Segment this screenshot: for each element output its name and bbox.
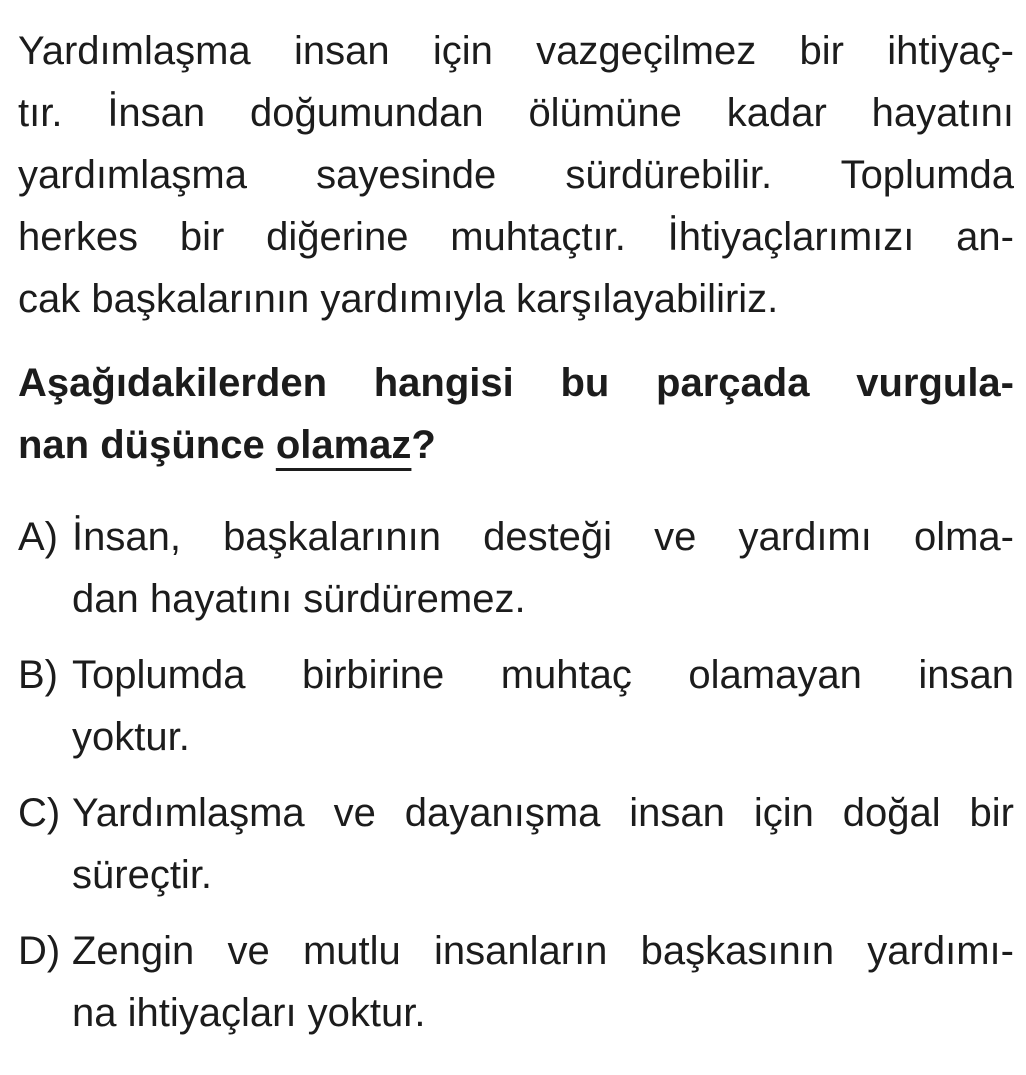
option-letter: B) bbox=[18, 653, 58, 697]
option-d[interactable] bbox=[18, 920, 1014, 1044]
passage-line: herkes bir diğerine muhtaçtır. İhtiyaçlarımızı an- bbox=[18, 215, 1014, 259]
question-line: Aşağıdakilerden hangisi bu parçada vurgula- bbox=[18, 361, 1014, 405]
answer-options bbox=[18, 506, 1014, 1044]
option-text: dan hayatını sürdüremez. bbox=[72, 577, 526, 621]
option-text: Yardımlaşma ve dayanışma insan için doğal bir bbox=[72, 791, 1014, 835]
passage-line: cak başkalarının yardımıyla karşılayabiliriz. bbox=[18, 277, 779, 321]
option-c[interactable] bbox=[18, 782, 1014, 906]
option-text: süreçtir. bbox=[72, 853, 213, 897]
negative-keyword: olamaz bbox=[275, 423, 412, 467]
option-text: yoktur. bbox=[72, 715, 190, 759]
question-page bbox=[18, 20, 1014, 1058]
passage-line: tır. İnsan doğumundan ölümüne kadar hayatını bbox=[18, 91, 1014, 135]
option-b[interactable] bbox=[18, 644, 1014, 768]
option-text: Toplumda birbirine muhtaç olamayan insan bbox=[72, 653, 1014, 697]
passage-line: yardımlaşma sayesinde sürdürebilir. Toplumda bbox=[18, 153, 1014, 197]
option-text: Zengin ve mutlu insanların başkasının yardımı- bbox=[72, 929, 1014, 973]
option-letter: D) bbox=[18, 929, 61, 973]
option-a[interactable] bbox=[18, 506, 1014, 630]
option-text: İnsan, başkalarının desteği ve yardımı olma- bbox=[72, 515, 1014, 559]
option-text: na ihtiyaçları yoktur. bbox=[72, 991, 426, 1035]
question-text: nan düşünce bbox=[18, 423, 276, 467]
question-line bbox=[18, 414, 1014, 476]
reading-passage bbox=[18, 20, 1014, 330]
option-letter: A) bbox=[18, 515, 58, 559]
passage-line: Yardımlaşma insan için vazgeçilmez bir ihtiyaç- bbox=[18, 29, 1014, 73]
question-mark: ? bbox=[411, 423, 436, 467]
option-letter: C) bbox=[18, 791, 61, 835]
question-stem bbox=[18, 352, 1014, 476]
